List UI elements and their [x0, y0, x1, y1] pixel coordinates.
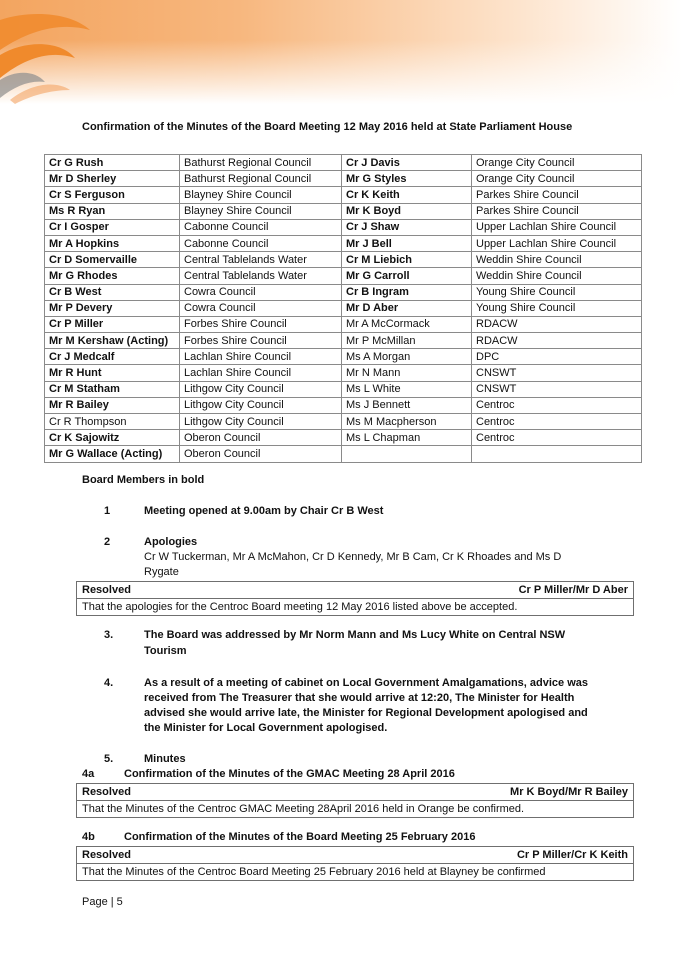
table-row	[45, 268, 642, 284]
item-4b-number: 4b	[82, 831, 95, 843]
table-row	[45, 365, 642, 381]
attendee-name: Mr G Styles	[342, 171, 472, 187]
table-row	[45, 171, 642, 187]
attendee-name: Mr P Devery	[45, 300, 180, 316]
table-row	[45, 219, 642, 235]
item-3-line-2: Tourism	[144, 645, 187, 657]
resolution-text: That the Minutes of the Centroc Board Meeting 25 February 2016 held at Blayney be confirmed	[82, 866, 546, 878]
table-row	[45, 187, 642, 203]
attendee-organisation: Centroc	[472, 430, 642, 446]
attendee-organisation: Cowra Council	[180, 284, 342, 300]
attendee-name: Ms M Macpherson	[342, 414, 472, 430]
attendee-organisation: Lithgow City Council	[180, 381, 342, 397]
item-4-line-2: received from The Treasurer that she would arrive at 12:20, The Minister for Health	[144, 692, 575, 704]
resolution-text: That the apologies for the Centroc Board meeting 12 May 2016 listed above be accepted.	[82, 601, 518, 613]
attendee-organisation: Upper Lachlan Shire Council	[472, 219, 642, 235]
attendee-name: Ms J Bennett	[342, 397, 472, 413]
attendee-organisation: Cabonne Council	[180, 235, 342, 251]
attendee-name: Cr B West	[45, 284, 180, 300]
item-2-number: 2	[104, 536, 111, 548]
attendee-organisation: Parkes Shire Council	[472, 203, 642, 219]
attendee-name: Mr G Wallace (Acting)	[45, 446, 180, 462]
attendee-name: Mr D Aber	[342, 300, 472, 316]
attendee-name: Cr B Ingram	[342, 284, 472, 300]
attendee-name: Cr J Davis	[342, 155, 472, 171]
item-4-line-3: advised she would arrive late, the Minister for Regional Development apologised and	[144, 707, 588, 719]
attendee-organisation: Centroc	[472, 414, 642, 430]
apologies-line-2: Rygate	[144, 566, 179, 578]
attendee-organisation: Forbes Shire Council	[180, 333, 342, 349]
resolution-gmac-minutes	[76, 783, 634, 818]
attendee-organisation: Cowra Council	[180, 300, 342, 316]
resolution-text: That the Minutes of the Centroc GMAC Meeting 28April 2016 held in Orange be confirmed.	[82, 803, 525, 815]
resolved-label: Resolved	[82, 849, 131, 861]
resolution-apologies	[76, 581, 634, 616]
document-title: Confirmation of the Minutes of the Board Meeting 12 May 2016 held at State Parliament House	[82, 121, 573, 133]
resolution-board-minutes	[76, 846, 634, 881]
attendee-name	[342, 446, 472, 462]
table-row	[45, 316, 642, 332]
attendee-name: Mr R Bailey	[45, 397, 180, 413]
item-4a-number: 4a	[82, 768, 95, 780]
item-5-heading: Minutes	[144, 753, 186, 765]
attendee-organisation: DPC	[472, 349, 642, 365]
attendee-name: Cr D Somervaille	[45, 252, 180, 268]
apologies-line-1: Cr W Tuckerman, Mr A McMahon, Cr D Kennedy, Mr B Cam, Cr K Rhoades and Ms D	[144, 551, 562, 563]
item-4b-heading: Confirmation of the Minutes of the Board Meeting 25 February 2016	[124, 831, 476, 843]
attendee-name: Mr A Hopkins	[45, 235, 180, 251]
attendee-organisation: Young Shire Council	[472, 300, 642, 316]
attendee-organisation: CNSWT	[472, 365, 642, 381]
attendee-name: Cr R Thompson	[45, 414, 180, 430]
attendee-organisation: Lachlan Shire Council	[180, 365, 342, 381]
item-1-number: 1	[104, 505, 111, 517]
item-4-line-4: the Minister for Local Government apologised.	[144, 722, 388, 734]
attendee-name: Cr G Rush	[45, 155, 180, 171]
attendee-organisation: RDACW	[472, 333, 642, 349]
attendee-name: Mr A McCormack	[342, 316, 472, 332]
attendance-table	[44, 154, 642, 463]
attendee-name: Cr J Shaw	[342, 219, 472, 235]
table-row	[45, 381, 642, 397]
attendee-organisation: Parkes Shire Council	[472, 187, 642, 203]
attendee-organisation: Forbes Shire Council	[180, 316, 342, 332]
attendee-organisation: CNSWT	[472, 381, 642, 397]
attendee-organisation: Weddin Shire Council	[472, 268, 642, 284]
table-row	[45, 252, 642, 268]
attendee-name: Mr D Sherley	[45, 171, 180, 187]
attendee-name: Cr P Miller	[45, 316, 180, 332]
attendee-organisation: Lachlan Shire Council	[180, 349, 342, 365]
attendee-organisation: Oberon Council	[180, 446, 342, 462]
attendee-organisation: Lithgow City Council	[180, 397, 342, 413]
attendee-name: Ms A Morgan	[342, 349, 472, 365]
attendee-organisation: Lithgow City Council	[180, 414, 342, 430]
attendee-name: Ms L Chapman	[342, 430, 472, 446]
table-row	[45, 203, 642, 219]
board-members-note: Board Members in bold	[82, 474, 205, 486]
attendee-name: Mr G Carroll	[342, 268, 472, 284]
table-row	[45, 430, 642, 446]
item-4a-heading: Confirmation of the Minutes of the GMAC Meeting 28 April 2016	[124, 768, 455, 780]
item-5-number: 5.	[104, 753, 114, 765]
table-row	[45, 235, 642, 251]
table-row	[45, 284, 642, 300]
item-3-line-1: The Board was addressed by Mr Norm Mann and Ms Lucy White on Central NSW	[144, 629, 566, 641]
attendee-name: Cr K Sajowitz	[45, 430, 180, 446]
attendee-name: Cr K Keith	[342, 187, 472, 203]
attendee-organisation: Upper Lachlan Shire Council	[472, 235, 642, 251]
attendee-name: Mr P McMillan	[342, 333, 472, 349]
movers: Cr P Miller/Cr K Keith	[516, 849, 628, 861]
table-row	[45, 155, 642, 171]
attendee-name: Mr K Boyd	[342, 203, 472, 219]
movers: Mr K Boyd/Mr R Bailey	[510, 786, 628, 798]
attendee-name: Ms R Ryan	[45, 203, 180, 219]
item-4-line-1: As a result of a meeting of cabinet on Local Government Amalgamations, advice was	[144, 677, 588, 689]
item-1-text: Meeting opened at 9.00am by Chair Cr B West	[144, 505, 384, 517]
table-row	[45, 333, 642, 349]
attendee-organisation: Blayney Shire Council	[180, 187, 342, 203]
attendee-organisation: RDACW	[472, 316, 642, 332]
attendee-organisation: Orange City Council	[472, 171, 642, 187]
attendee-organisation: Cabonne Council	[180, 219, 342, 235]
table-row	[45, 397, 642, 413]
resolved-label: Resolved	[82, 786, 131, 798]
attendee-name: Cr M Liebich	[342, 252, 472, 268]
movers: Cr P Miller/Mr D Aber	[518, 584, 628, 596]
attendee-organisation: Blayney Shire Council	[180, 203, 342, 219]
attendee-name: Ms L White	[342, 381, 472, 397]
attendee-organisation: Central Tablelands Water	[180, 268, 342, 284]
attendee-organisation: Orange City Council	[472, 155, 642, 171]
attendee-organisation: Oberon Council	[180, 430, 342, 446]
page-number: Page | 5	[82, 896, 123, 908]
attendee-organisation: Bathurst Regional Council	[180, 155, 342, 171]
attendee-name: Mr R Hunt	[45, 365, 180, 381]
attendee-organisation: Centroc	[472, 397, 642, 413]
attendee-name: Mr N Mann	[342, 365, 472, 381]
attendee-name: Mr G Rhodes	[45, 268, 180, 284]
attendee-name: Mr J Bell	[342, 235, 472, 251]
item-2-heading: Apologies	[144, 536, 198, 548]
table-row	[45, 446, 642, 462]
attendee-organisation: Weddin Shire Council	[472, 252, 642, 268]
resolved-label: Resolved	[82, 584, 131, 596]
table-row	[45, 414, 642, 430]
attendee-name: Cr M Statham	[45, 381, 180, 397]
attendee-name: Cr I Gosper	[45, 219, 180, 235]
item-3-number: 3.	[104, 629, 114, 641]
header-banner	[0, 0, 682, 104]
attendee-organisation: Central Tablelands Water	[180, 252, 342, 268]
attendee-name: Mr M Kershaw (Acting)	[45, 333, 180, 349]
attendee-organisation: Bathurst Regional Council	[180, 171, 342, 187]
attendee-name: Cr S Ferguson	[45, 187, 180, 203]
table-row	[45, 349, 642, 365]
attendee-name: Cr J Medcalf	[45, 349, 180, 365]
attendee-organisation: Young Shire Council	[472, 284, 642, 300]
item-4-number: 4.	[104, 677, 114, 689]
attendee-organisation	[472, 446, 642, 462]
table-row	[45, 300, 642, 316]
